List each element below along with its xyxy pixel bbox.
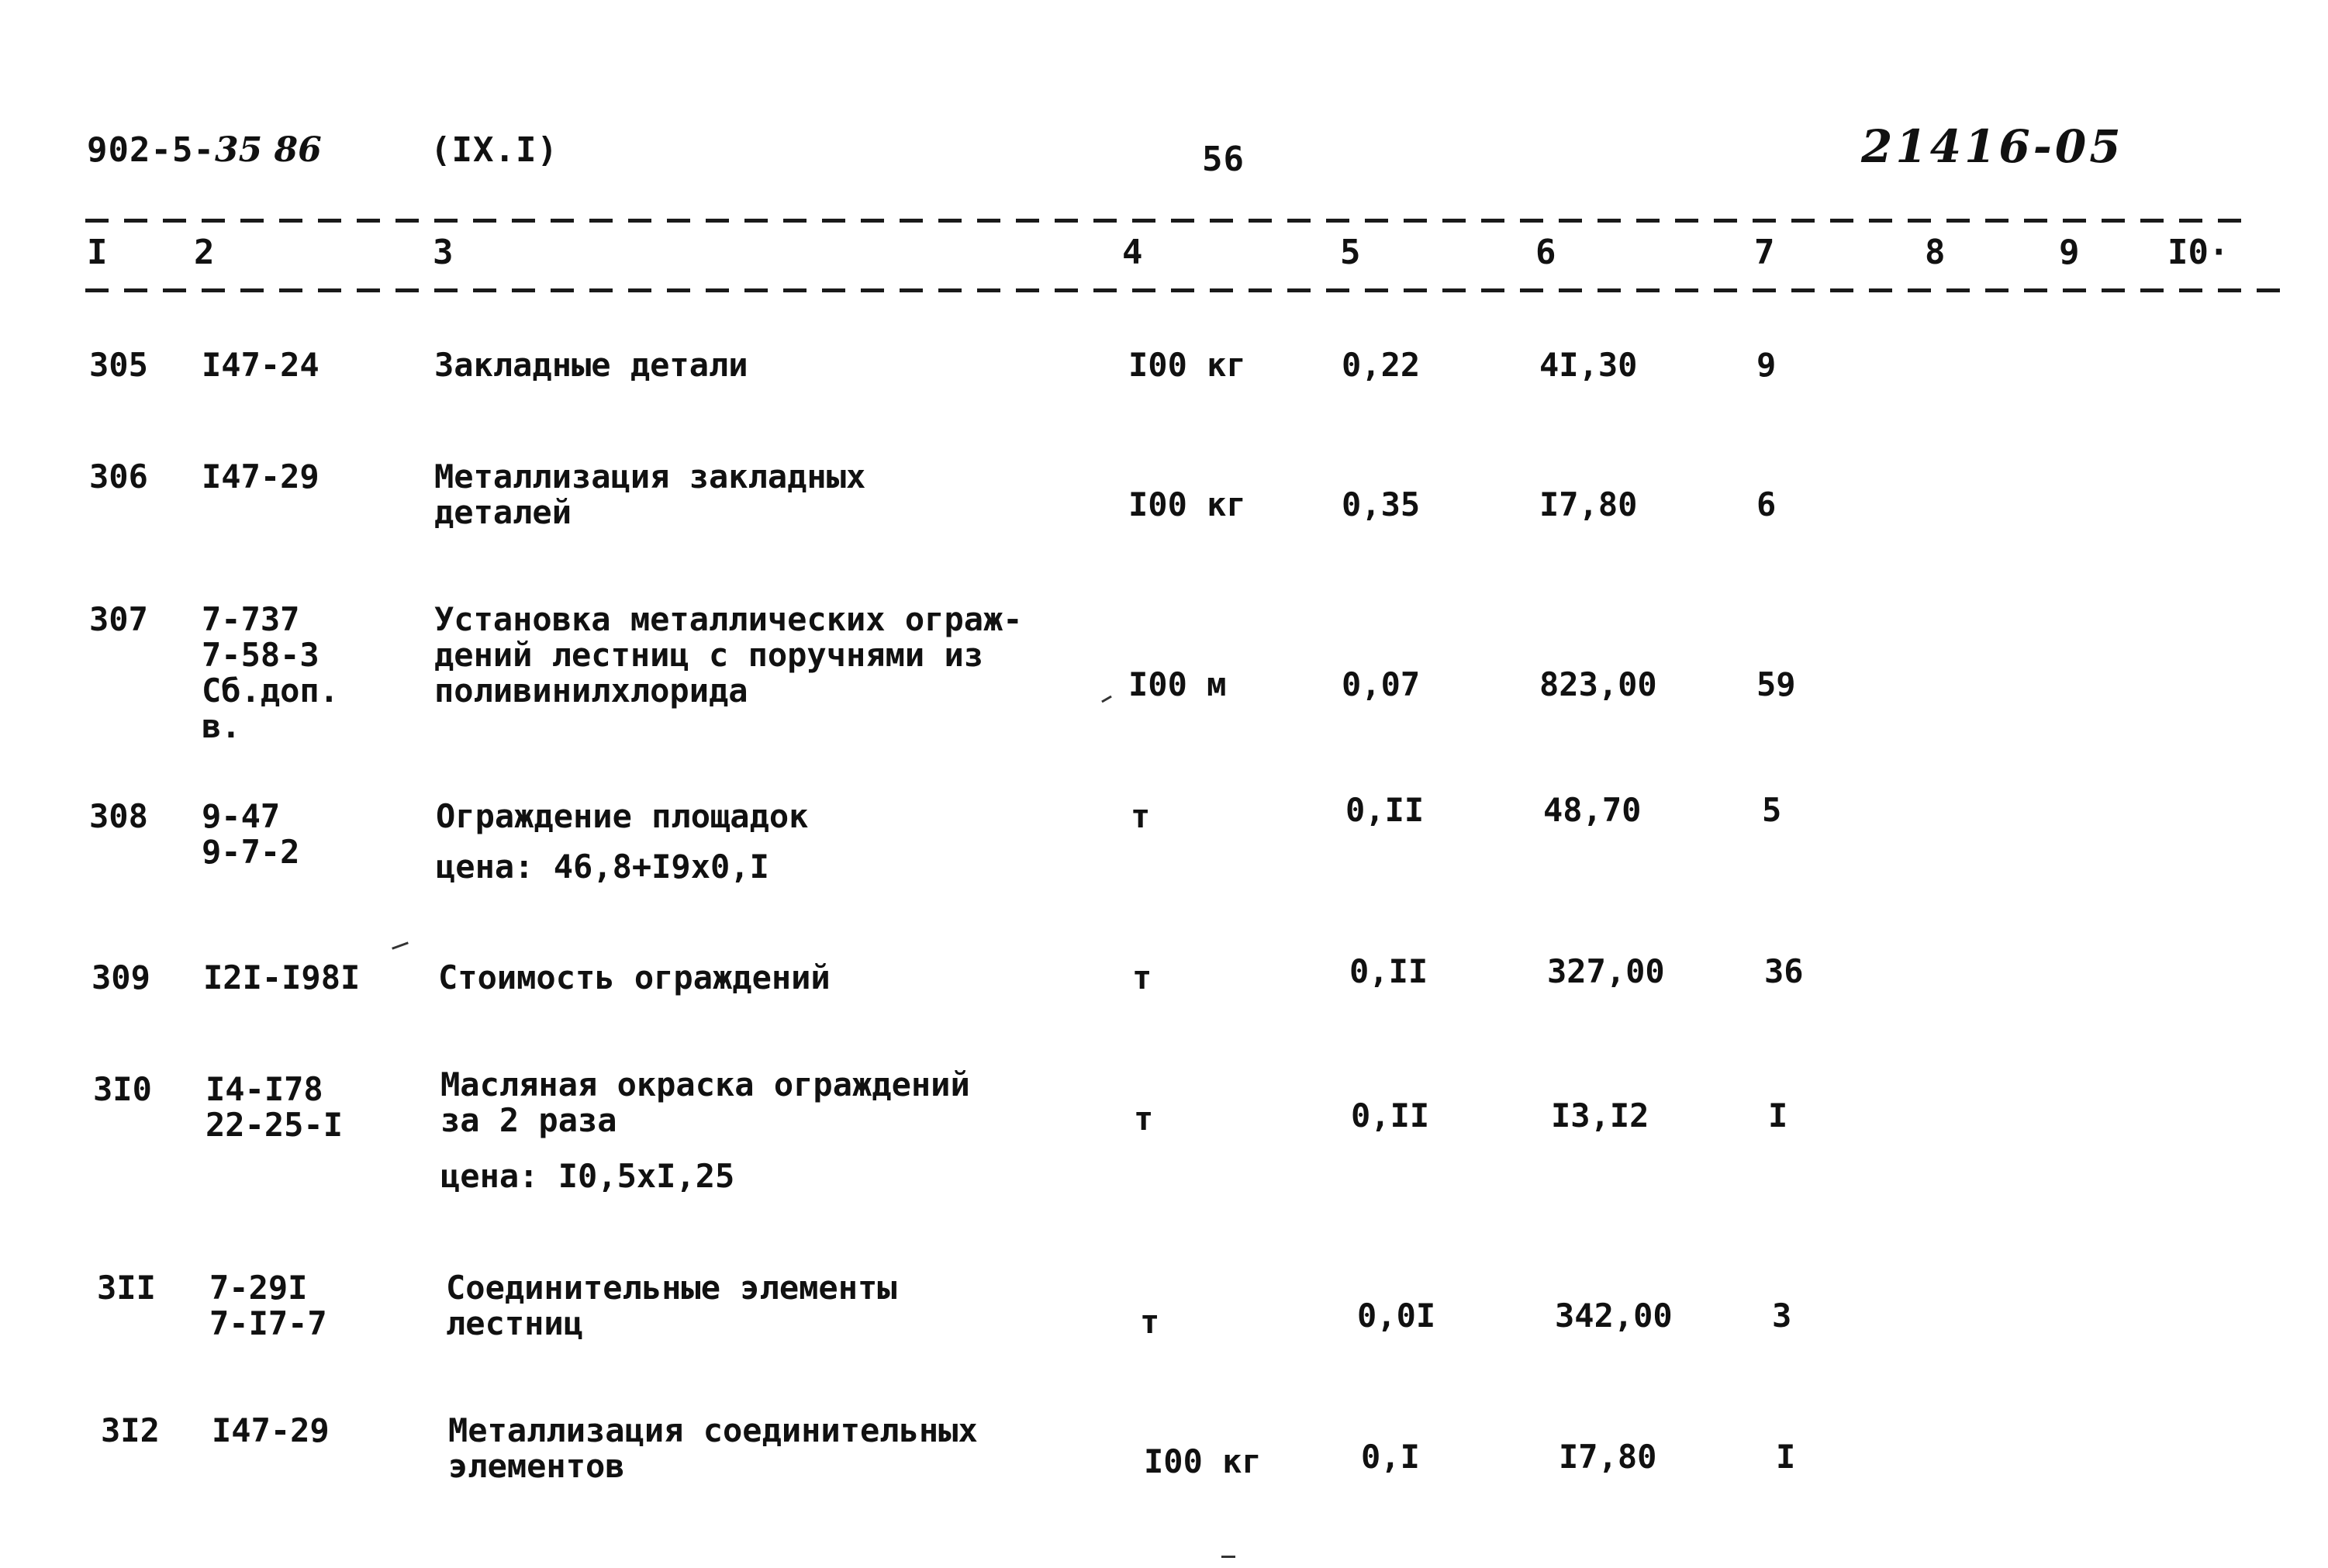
unit: т [1134,1100,1154,1138]
total-cost: 3 [1772,1297,1792,1335]
scan-mark [1101,696,1112,703]
document-code-handwritten: 35 86 [214,130,322,170]
scan-mark [392,941,409,949]
work-description: Ограждение площадок [436,797,809,835]
quantity: 0,II [1345,791,1425,829]
norm-code: I47-24 [202,346,319,384]
column-header-4: 4 [1122,233,1143,272]
work-description: Соединительные элементы лестниц [446,1269,897,1342]
norm-code: 7-29I 7-I7-7 [209,1269,327,1342]
header-top-rule [85,219,2241,223]
row-number: 3I0 [93,1070,152,1108]
document-code-printed: 902-5- [87,130,215,170]
column-header-5: 5 [1340,233,1361,272]
page-number: 56 [1202,140,1245,179]
row-number: 307 [89,600,148,638]
column-header-1: I [87,233,108,272]
unit-price: 48,70 [1543,791,1642,829]
column-header-6: 6 [1535,233,1556,272]
work-description: Установка металлических ограж- дений лестниц с поручнями из поливинилхлорида [434,600,1023,710]
work-description: Металлизация соединительных элементов [448,1411,978,1485]
column-header-3: 3 [433,233,454,272]
column-header-10: I0· [2167,233,2230,272]
row-number: 305 [89,346,148,384]
unit: I00 кг [1128,346,1246,384]
quantity: 0,35 [1342,485,1421,523]
column-header-7: 7 [1754,233,1775,272]
quantity: 0,0I [1357,1297,1436,1335]
unit-price: I7,80 [1539,485,1638,523]
quantity: 0,22 [1342,346,1421,384]
quantity: 0,07 [1342,665,1421,703]
document-code [87,130,322,170]
norm-code: I2I-I98I [203,958,361,996]
unit-price: I3,I2 [1551,1097,1649,1135]
norm-code: I47-29 [212,1411,330,1449]
unit: I00 кг [1144,1442,1262,1480]
norm-code: 7-737 7-58-3 Сб.доп. в. [202,600,340,745]
column-header-8: 8 [1925,233,1946,272]
total-cost: 6 [1756,485,1777,523]
row-number: 306 [89,458,148,496]
quantity: 0,II [1351,1097,1430,1135]
section-number: (IX.I) [430,130,558,170]
column-header-9: 9 [2059,233,2080,272]
total-cost: 5 [1762,791,1782,829]
work-description: Металлизация закладных деталей [434,458,866,531]
unit-price: I7,80 [1559,1438,1657,1476]
quantity: 0,I [1361,1438,1420,1476]
row-number: 308 [89,797,148,835]
total-cost: 36 [1764,952,1804,990]
work-description: Закладные детали [434,346,748,384]
inventory-number: 21416-05 [1861,120,2124,173]
scan-mark [1221,1556,1235,1558]
norm-code: I4-I78 22-25-I [206,1070,344,1144]
work-description: Стоимость ограждений [438,958,831,996]
price-formula: цена: I0,5хI,25 [440,1157,735,1195]
unit-price: 4I,30 [1539,346,1638,384]
header-bottom-rule [85,288,2288,292]
column-header-2: 2 [194,233,215,272]
row-number: 309 [92,958,150,996]
unit: т [1131,797,1151,835]
unit: т [1140,1303,1160,1341]
unit: I00 м [1128,665,1227,703]
row-number: 3II [97,1269,156,1307]
row-number: 3I2 [101,1411,160,1449]
price-formula: цена: 46,8+I9х0,I [436,848,769,886]
work-description: Масляная окраска ограждений за 2 раза [440,1065,970,1139]
unit-price: 823,00 [1539,665,1657,703]
unit-price: 342,00 [1555,1297,1673,1335]
unit: т [1132,958,1152,996]
total-cost: 9 [1756,346,1777,384]
norm-code: I47-29 [202,458,319,496]
norm-code: 9-47 9-7-2 [202,797,300,871]
quantity: 0,II [1349,952,1428,990]
total-cost: I [1776,1438,1796,1476]
unit: I00 кг [1128,485,1246,523]
total-cost: I [1768,1097,1788,1135]
total-cost: 59 [1756,665,1796,703]
unit-price: 327,00 [1547,952,1665,990]
